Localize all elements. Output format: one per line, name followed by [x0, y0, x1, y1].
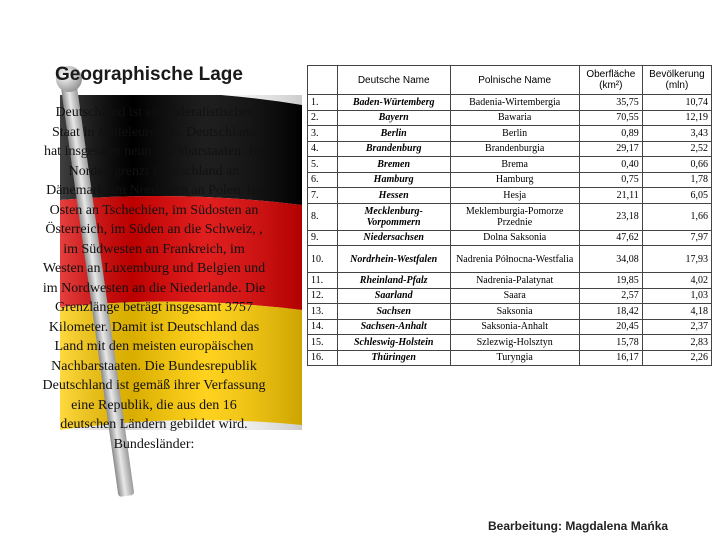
- table-header-row: [308, 66, 712, 95]
- cell-german-name: Thüringen: [337, 350, 450, 366]
- cell-nr: 7.: [308, 188, 338, 204]
- cell-nr: 13.: [308, 304, 338, 320]
- slide-body-text: Deutschland ist ein föderalistischer Staat in Mitteleuropas.. Deutschland hat insgesamt neun Nachbarstaaten: Im Norden grenzt Deutschland an Dänemark, im Nordosten an Polen, im Osten an Tschechien, im Südosten an Österreich, im Süden an die Schweiz, , im Südwesten an Frankreich, im Westen an Luxemburg und Belgien und im Nordwesten an die Niederlande. Die Grenzlänge beträgt insgesamt 3757 Kilometer. Damit ist Deutschland das Land mit den meisten europäischen Nachbarstaaten. Die Bundesrepublik Deutschland ist gemäß ihrer Verfassung eine Republik, die aus den 16 deutschen Ländern gebildet wird. Bundesländer:: [42, 105, 266, 452]
- cell-nr: 4.: [308, 141, 338, 157]
- author-credit: Bearbeitung: Magdalena Mańka: [488, 519, 669, 533]
- cell-population: 4,02: [642, 273, 711, 289]
- cell-polish-name: Badenia-Wirtembergia: [450, 95, 579, 111]
- cell-german-name: Mecklenburg-Vorpommern: [337, 203, 450, 230]
- header-area: Oberfläche (km²): [579, 66, 642, 95]
- cell-german-name: Saarland: [337, 288, 450, 304]
- cell-area: 20,45: [579, 319, 642, 335]
- cell-polish-name: Turyngia: [450, 350, 579, 366]
- cell-nr: 6.: [308, 172, 338, 188]
- cell-polish-name: Saksonia: [450, 304, 579, 320]
- cell-population: 1,03: [642, 288, 711, 304]
- cell-polish-name: Dolna Saksonia: [450, 230, 579, 246]
- cell-nr: 5.: [308, 157, 338, 173]
- table-body: [308, 95, 712, 366]
- cell-german-name: Sachsen: [337, 304, 450, 320]
- table-row: [308, 335, 712, 351]
- cell-polish-name: Szlezwig-Holsztyn: [450, 335, 579, 351]
- cell-area: 0,89: [579, 126, 642, 142]
- cell-population: 2,37: [642, 319, 711, 335]
- table-row: [308, 230, 712, 246]
- cell-population: 1,66: [642, 203, 711, 230]
- cell-population: 0,66: [642, 157, 711, 173]
- cell-nr: 12.: [308, 288, 338, 304]
- cell-polish-name: Hesja: [450, 188, 579, 204]
- cell-area: 2,57: [579, 288, 642, 304]
- cell-german-name: Niedersachsen: [337, 230, 450, 246]
- cell-area: 29,17: [579, 141, 642, 157]
- table-row: [308, 157, 712, 173]
- cell-nr: 2.: [308, 110, 338, 126]
- table-row: [308, 246, 712, 273]
- cell-polish-name: Brema: [450, 157, 579, 173]
- cell-area: 0,40: [579, 157, 642, 173]
- cell-german-name: Bayern: [337, 110, 450, 126]
- cell-population: 3,43: [642, 126, 711, 142]
- cell-population: 4,18: [642, 304, 711, 320]
- header-german-name: Deutsche Name: [337, 66, 450, 95]
- cell-nr: 14.: [308, 319, 338, 335]
- cell-area: 23,18: [579, 203, 642, 230]
- header-nr: [308, 66, 338, 95]
- cell-area: 19,85: [579, 273, 642, 289]
- cell-area: 34,08: [579, 246, 642, 273]
- cell-area: 35,75: [579, 95, 642, 111]
- cell-population: 2,52: [642, 141, 711, 157]
- cell-area: 70,55: [579, 110, 642, 126]
- cell-population: 2,83: [642, 335, 711, 351]
- cell-nr: 11.: [308, 273, 338, 289]
- table-row: [308, 141, 712, 157]
- cell-nr: 1.: [308, 95, 338, 111]
- cell-polish-name: Nadrenia Północna-Westfalia: [450, 246, 579, 273]
- cell-german-name: Bremen: [337, 157, 450, 173]
- cell-population: 1,78: [642, 172, 711, 188]
- cell-german-name: Rheinland-Pfalz: [337, 273, 450, 289]
- cell-population: 6,05: [642, 188, 711, 204]
- cell-area: 15,78: [579, 335, 642, 351]
- cell-area: 0,75: [579, 172, 642, 188]
- cell-population: 17,93: [642, 246, 711, 273]
- cell-nr: 15.: [308, 335, 338, 351]
- cell-population: 10,74: [642, 95, 711, 111]
- cell-population: 12,19: [642, 110, 711, 126]
- cell-area: 21,11: [579, 188, 642, 204]
- cell-area: 18,42: [579, 304, 642, 320]
- cell-population: 7,97: [642, 230, 711, 246]
- table-row: [308, 203, 712, 230]
- cell-polish-name: Nadrenia-Palatynat: [450, 273, 579, 289]
- cell-polish-name: Hamburg: [450, 172, 579, 188]
- table-row: [308, 172, 712, 188]
- cell-area: 47,62: [579, 230, 642, 246]
- cell-polish-name: Brandenburgia: [450, 141, 579, 157]
- cell-nr: 3.: [308, 126, 338, 142]
- cell-polish-name: Saara: [450, 288, 579, 304]
- table-row: [308, 126, 712, 142]
- cell-population: 2,26: [642, 350, 711, 366]
- cell-german-name: Hamburg: [337, 172, 450, 188]
- cell-nr: 10.: [308, 246, 338, 273]
- table-row: [308, 110, 712, 126]
- cell-german-name: Nordrhein-Westfalen: [337, 246, 450, 273]
- table-row: [308, 304, 712, 320]
- table-row: [308, 188, 712, 204]
- cell-polish-name: Saksonia-Anhalt: [450, 319, 579, 335]
- cell-german-name: Hessen: [337, 188, 450, 204]
- cell-nr: 9.: [308, 230, 338, 246]
- cell-area: 16,17: [579, 350, 642, 366]
- header-population: Bevölkerung (mln): [642, 66, 711, 95]
- cell-german-name: Berlin: [337, 126, 450, 142]
- table-row: [308, 319, 712, 335]
- cell-polish-name: Bawaria: [450, 110, 579, 126]
- header-polish-name: Polnische Name: [450, 66, 579, 95]
- cell-polish-name: Meklemburgia-Pomorze Przednie: [450, 203, 579, 230]
- federal-states-table: [307, 65, 712, 366]
- cell-german-name: Sachsen-Anhalt: [337, 319, 450, 335]
- table-row: [308, 288, 712, 304]
- cell-nr: 8.: [308, 203, 338, 230]
- cell-nr: 16.: [308, 350, 338, 366]
- cell-german-name: Brandenburg: [337, 141, 450, 157]
- cell-german-name: Baden-Würtemberg: [337, 95, 450, 111]
- table-row: [308, 95, 712, 111]
- cell-polish-name: Berlin: [450, 126, 579, 142]
- slide-title: Geographische Lage: [55, 64, 243, 85]
- table-row: [308, 350, 712, 366]
- cell-german-name: Schleswig-Holstein: [337, 335, 450, 351]
- table-row: [308, 273, 712, 289]
